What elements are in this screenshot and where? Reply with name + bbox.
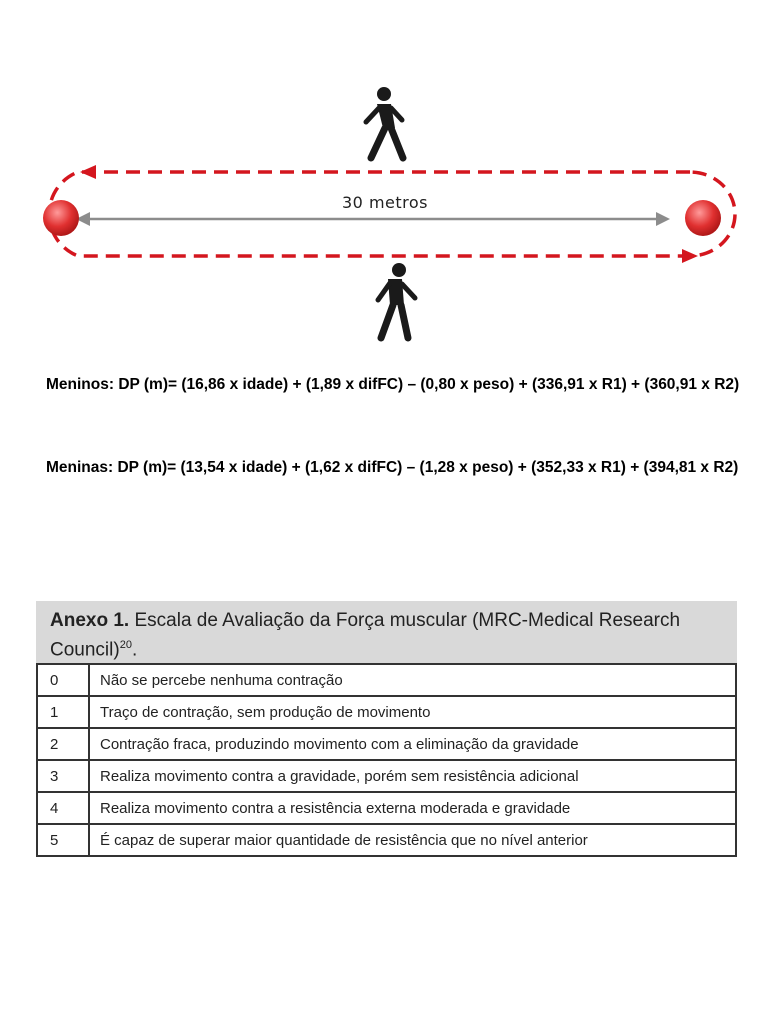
track-arrow-bottom-icon — [682, 249, 698, 263]
walk-test-diagram — [0, 0, 768, 350]
grade-cell: 5 — [37, 824, 89, 856]
cone-right-icon — [685, 200, 721, 236]
description-cell: É capaz de superar maior quantidade de resistência que no nível anterior — [89, 824, 736, 856]
grade-cell: 3 — [37, 760, 89, 792]
table-row — [37, 792, 736, 824]
annex-title: Escala de Avaliação da Força muscular (MRC-Medical Research Council) — [50, 610, 681, 661]
formula-boys: Meninos: DP (m)= (16,86 x idade) + (1,89 x difFC) – (0,80 x peso) + (336,91 x R1) + (360,91 x R2) — [46, 376, 740, 393]
description-cell: Contração fraca, produzindo movimento com a eliminação da gravidade — [89, 728, 736, 760]
cone-left-icon — [43, 200, 79, 236]
track-arrow-top-icon — [80, 165, 96, 179]
annex-header — [36, 601, 737, 663]
description-cell: Realiza movimento contra a resistência externa moderada e gravidade — [89, 792, 736, 824]
description-cell: Realiza movimento contra a gravidade, porém sem resistência adicional — [89, 760, 736, 792]
mrc-scale-table — [36, 663, 737, 857]
grade-cell: 2 — [37, 728, 89, 760]
annex-label: Anexo 1. — [50, 610, 130, 631]
table-row — [37, 824, 736, 856]
annex-ref: 20 — [119, 639, 132, 651]
table-row — [37, 728, 736, 760]
walker-top-icon — [366, 87, 403, 158]
table-row — [37, 696, 736, 728]
annex-suffix: . — [131, 639, 138, 661]
description-cell: Não se percebe nenhuma contração — [89, 664, 736, 696]
walk-test-svg — [0, 0, 768, 350]
description-cell: Traço de contração, sem produção de movimento — [89, 696, 736, 728]
annex-table-block — [36, 601, 737, 857]
grade-cell: 1 — [37, 696, 89, 728]
track-path — [49, 172, 735, 256]
table-row — [37, 664, 736, 696]
formula-girls: Meninas: DP (m)= (13,54 x idade) + (1,62 x difFC) – (1,28 x peso) + (352,33 x R1) + (394,81 x R2) — [46, 459, 739, 476]
distance-label: 30 metros — [342, 193, 428, 212]
distance-arrow-right-icon — [656, 212, 670, 226]
grade-cell: 4 — [37, 792, 89, 824]
grade-cell: 0 — [37, 664, 89, 696]
table-row — [37, 760, 736, 792]
walker-bottom-icon — [378, 263, 415, 338]
